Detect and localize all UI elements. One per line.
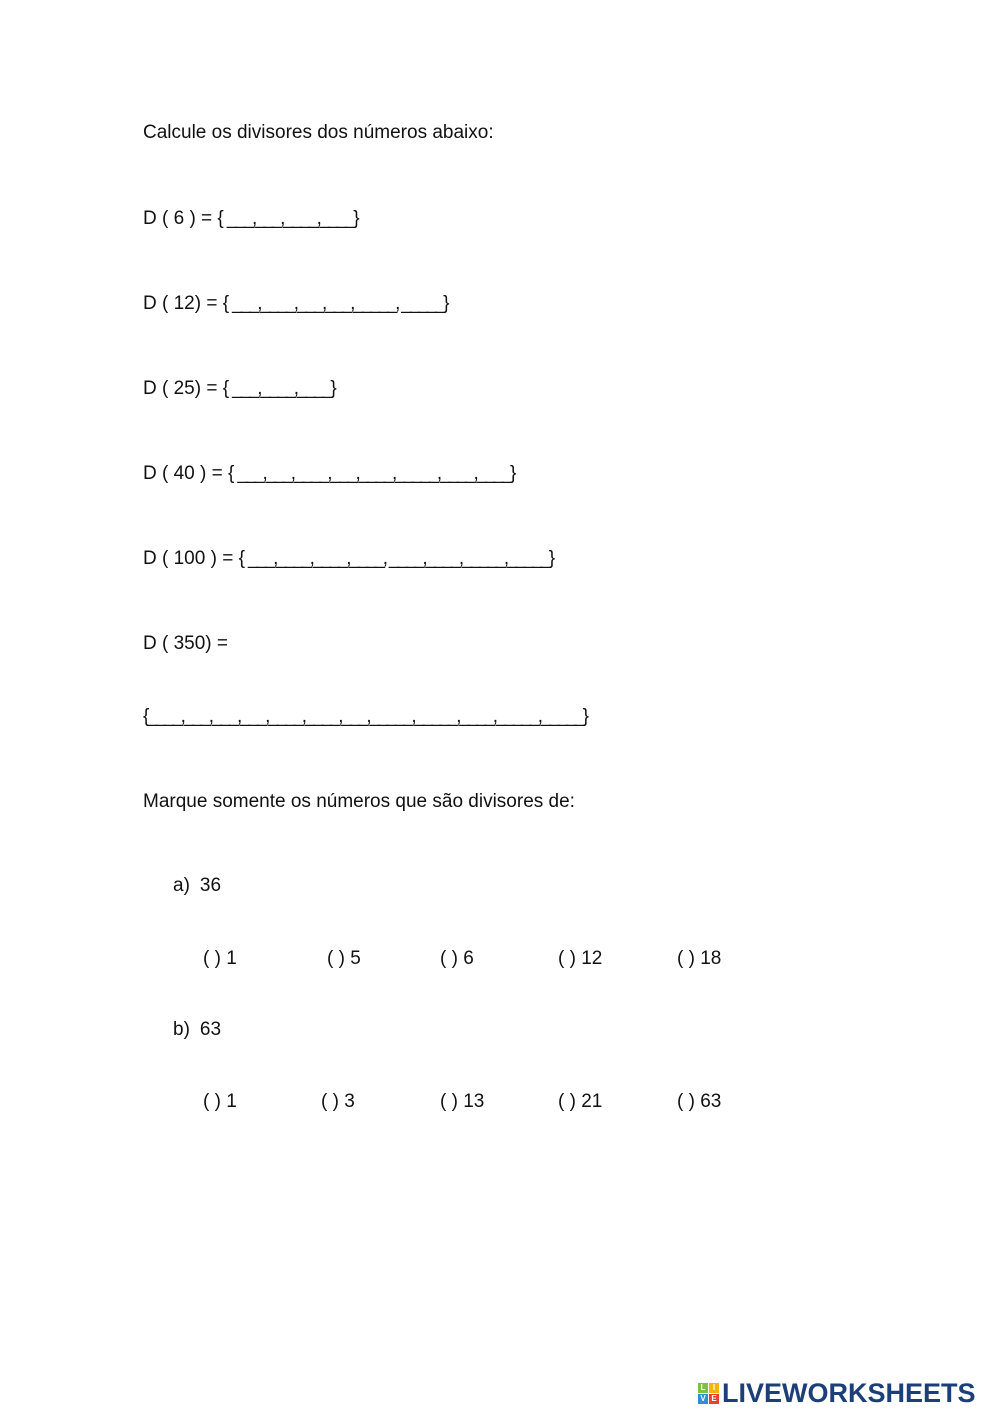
option-a-18[interactable]: ( ) 18 [677,948,722,969]
option-a-12[interactable]: ( ) 12 [558,948,603,969]
d6-row [143,207,357,231]
question-b [173,1018,221,1042]
option-a-1[interactable]: ( ) 1 [203,948,237,969]
d12-label: D ( 12) = { [143,293,230,314]
question-a [173,874,221,898]
d100-label: D ( 100 ) = { [143,548,245,569]
liveworksheets-logo [698,1378,976,1409]
d25-row [143,377,335,401]
d350-blanks[interactable]: {____,___,___,___,____,____,___,_____,_____,____,_____,_____} [143,706,587,727]
d40-row [143,462,514,486]
logo-letter: L [698,1383,708,1393]
instruction-divisors: Calcule os divisores dos números abaixo: [143,122,494,143]
d6-blanks[interactable]: ___,___,____,____} [223,208,358,229]
instruction-mark: Marque somente os números que são divisores de: [143,791,575,812]
d12-blanks[interactable]: ___,____,___,___,_____, _____} [229,293,448,314]
d40-label: D ( 40 ) = { [143,463,235,484]
question-b-number: 63 [199,1019,222,1040]
option-b-21[interactable]: ( ) 21 [558,1091,603,1112]
logo-letter: I [709,1383,719,1393]
question-a-label: a) [173,875,190,896]
option-b-63[interactable]: ( ) 63 [677,1091,722,1112]
brand-name: LIVEWORKSHEETS [722,1378,976,1408]
option-b-13[interactable]: ( ) 13 [440,1091,485,1112]
option-a-5[interactable]: ( ) 5 [327,948,361,969]
logo-letter: V [698,1394,708,1404]
question-b-label: b) [173,1019,190,1040]
d25-label: D ( 25) = { [143,378,230,399]
d100-blanks[interactable]: ___,____,____,____, ____,____,_____,_____} [244,548,553,569]
d6-label: D ( 6 ) = { [143,208,224,229]
d12-row [143,292,447,316]
logo-blocks-icon [698,1383,719,1404]
d40-blanks[interactable]: ___,___,____,___,____,_____,____,____} [234,463,515,484]
d100-row [143,547,553,571]
logo-letter: E [709,1394,719,1404]
option-b-3[interactable]: ( ) 3 [321,1091,355,1112]
d25-blanks[interactable]: ___,____,____} [229,378,335,399]
question-a-number: 36 [199,875,222,896]
option-b-1[interactable]: ( ) 1 [203,1091,237,1112]
d350-label: D ( 350) = [143,633,229,654]
option-a-6[interactable]: ( ) 6 [440,948,474,969]
